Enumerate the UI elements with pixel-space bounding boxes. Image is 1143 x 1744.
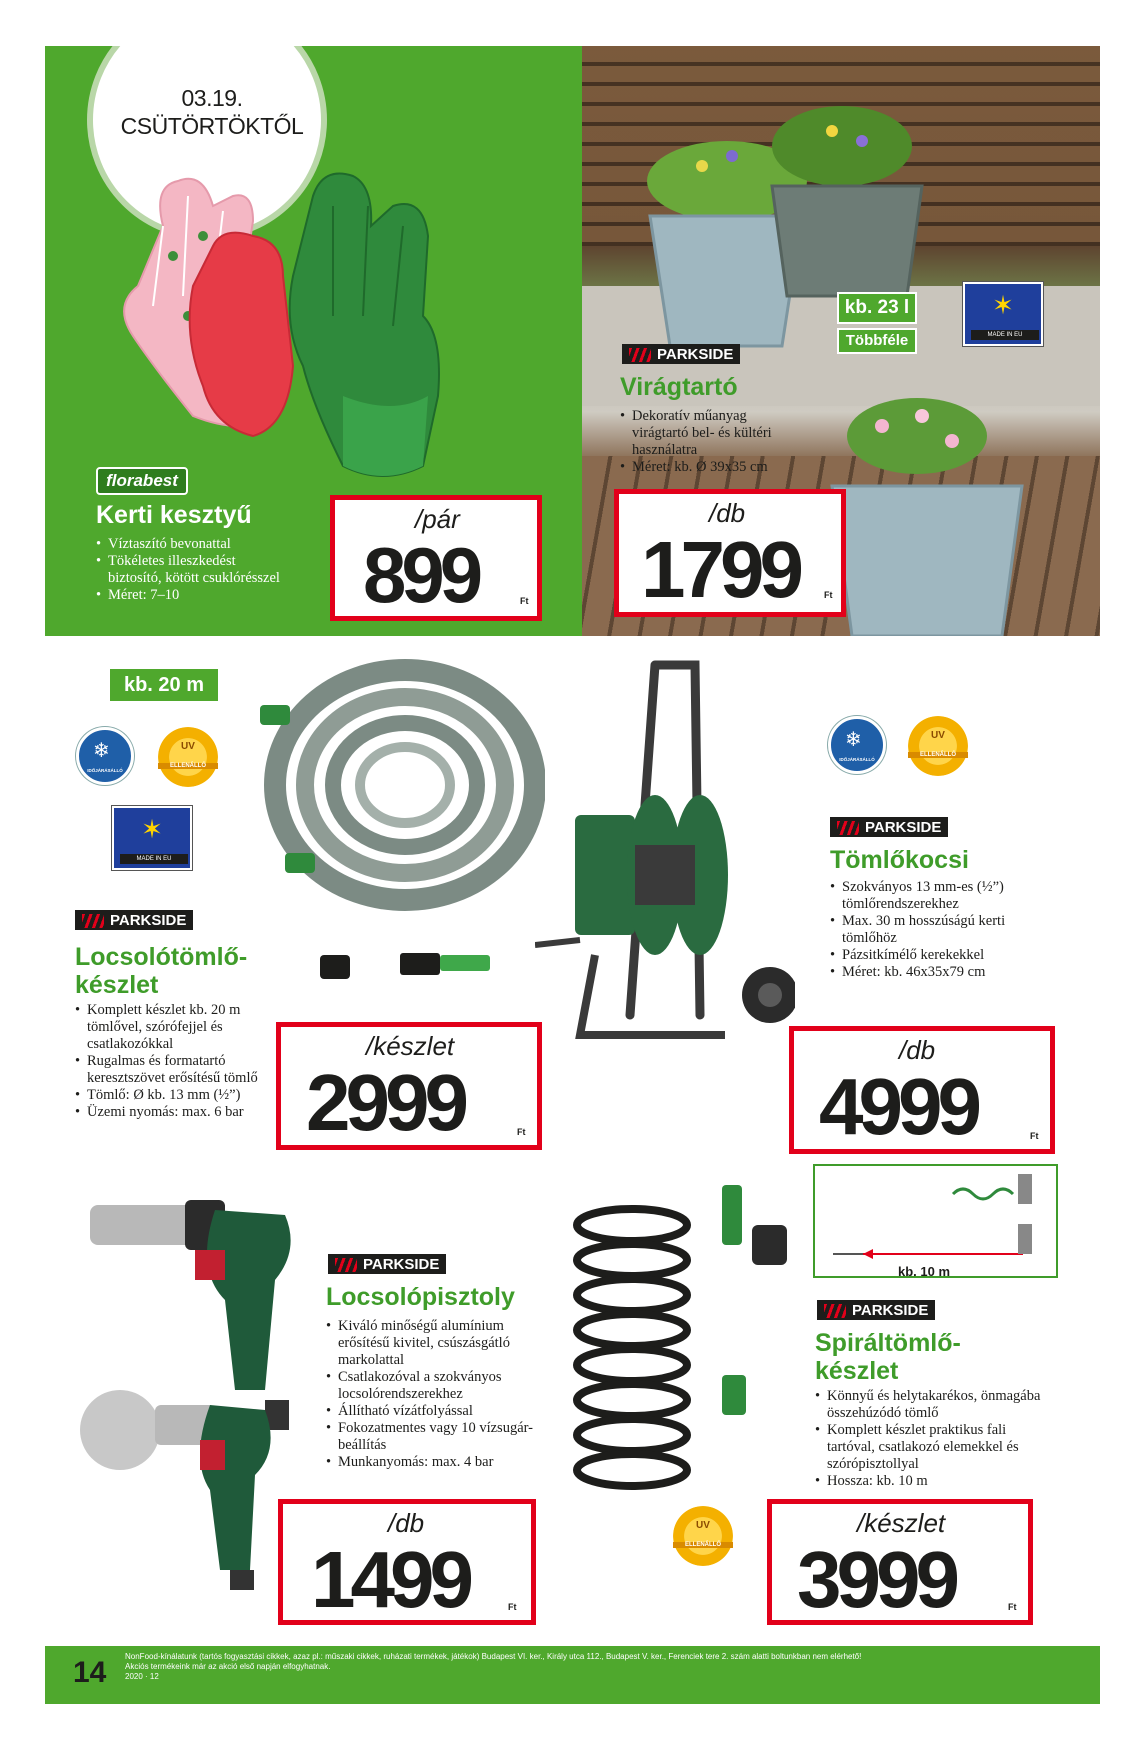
hose-cart-price-unit: /db: [899, 1035, 936, 1065]
hose-set-price-unit: /készlet: [366, 1031, 455, 1061]
planter-variety-tag: Többféle: [837, 328, 917, 354]
florabest-logo: florabest: [96, 467, 188, 495]
parkside-logo: PARKSIDE: [830, 817, 948, 837]
gloves-title: Kerti kesztyű: [96, 501, 252, 529]
uv-label: ELLENÁLLÓ: [908, 752, 968, 758]
parkside-logo: PARKSIDE: [75, 910, 193, 930]
hose-cart-price-box: [789, 1026, 1055, 1154]
hose-set-bullet: • Tömlő: Ø kb. 13 mm (½”): [75, 1087, 275, 1104]
page-footer: [45, 1646, 1100, 1704]
spray-gun-price-unit: /db: [388, 1508, 425, 1538]
made-in-eu-icon: ✶ MADE IN EU: [963, 282, 1043, 346]
disclaimer-line: 2020 · 12: [125, 1672, 159, 1681]
spiral-hose-bullets: [815, 1388, 1055, 1490]
hose-length-tag: kb. 20 m: [108, 667, 220, 703]
spray-gun-price: 1499: [311, 1535, 469, 1624]
planter-title: Virágtartó: [620, 373, 738, 401]
footer-disclaimer: [125, 1652, 1085, 1682]
gloves-price-box: [330, 495, 542, 621]
made-in-eu-icon: ✶ MADE IN EU: [112, 806, 192, 870]
planter-currency: Ft: [824, 590, 833, 600]
gloves-price: 899: [363, 531, 479, 619]
uv-resistant-icon: UV ELLENÁLLÓ: [908, 716, 968, 776]
disclaimer-line: Akciós termékeink már az akció első napján elfogyhatnak.: [125, 1662, 331, 1671]
planter-volume-tag: kb. 23 l: [837, 292, 917, 324]
hose-set-bullet: • Üzemi nyomás: max. 6 bar: [75, 1104, 275, 1121]
spray-gun-bullets: [326, 1318, 556, 1471]
hose-cart-bullets: [830, 879, 1050, 981]
spray-gun-bullet: • Állítható vízátfolyással: [326, 1403, 556, 1420]
hose-set-bullet: • Rugalmas és formatartó keresztszövet erősítésű tömlő: [75, 1053, 275, 1087]
spiral-hose-bullet: • Komplett készlet praktikus fali tartóval, csatlakozó elemekkel és szórópisztollyal: [815, 1422, 1055, 1473]
parkside-logo: PARKSIDE: [622, 344, 740, 364]
hose-cart-bullet: • Méret: kb. 46x35x79 cm: [830, 964, 1050, 981]
spiral-hose-diagram: [813, 1164, 1058, 1278]
spray-gun-bullet: • Fokozatmentes vagy 10 vízsugár-beállítás: [326, 1420, 556, 1454]
spiral-hose-price-unit: /készlet: [857, 1508, 946, 1538]
gloves-currency: Ft: [520, 596, 529, 606]
hose-cart-image: [535, 655, 795, 1075]
eu-label: MADE IN EU: [971, 330, 1039, 340]
gloves-price-unit: /pár: [415, 504, 460, 534]
hose-cart-bullet: • Pázsitkímélő kerekekkel: [830, 947, 1050, 964]
gloves-bullets: [96, 536, 286, 604]
spiral-hose-title-line2: készlet: [815, 1357, 899, 1385]
spiral-hose-title-line1: Spiráltömlő-: [815, 1329, 961, 1357]
hose-cart-title: Tömlőkocsi: [830, 846, 969, 874]
spiral-hose-image: [572, 1185, 812, 1515]
gloves-bullet: • Tökéletes illeszkedést biztosító, kötött csuklórésszel: [96, 553, 286, 587]
hose-cart-bullet: • Szokványos 13 mm-es (½”) tömlőrendszerekhez: [830, 879, 1050, 913]
spray-gun-bullet: • Munkanyomás: max. 4 bar: [326, 1454, 556, 1471]
weather-resistant-icon: ❄ IDŐJÁRÁSÁLLÓ: [828, 716, 886, 774]
parkside-logo: PARKSIDE: [328, 1254, 446, 1274]
spiral-hose-currency: Ft: [1008, 1602, 1017, 1612]
hose-set-title-line2: készlet: [75, 971, 159, 999]
planter-bullets: [620, 408, 790, 476]
hose-reel-image: [245, 655, 545, 985]
spiral-hose-price: 3999: [797, 1535, 955, 1624]
hose-set-bullet: • Komplett készlet kb. 20 m tömlővel, szórófejjel és csatlakozókkal: [75, 1002, 275, 1053]
planter-price-unit: /db: [709, 498, 746, 528]
gloves-bullet: • Víztaszító bevonattal: [96, 536, 286, 553]
hose-set-price-box: [276, 1022, 542, 1150]
weather-resistant-icon: ❄ IDŐJÁRÁSÁLLÓ: [76, 727, 134, 785]
hose-set-currency: Ft: [517, 1127, 526, 1137]
hose-set-price: 2999: [306, 1058, 464, 1147]
disclaimer-line: NonFood-kínálatunk (tartós fogyasztási cikkek, azaz pl.: műszaki cikkek, ruházati termékek, játékok) Budapest VI. ker., Király utca 112., Budapest V. ker., Ferenciek tere 2. szám alatti boltunkban nem elérhető!: [125, 1652, 862, 1661]
planter-bullet: • Méret: kb. Ø 39x35 cm: [620, 459, 790, 476]
spiral-hose-bullet: • Hossza: kb. 10 m: [815, 1473, 1055, 1490]
hose-cart-price: 4999: [819, 1062, 977, 1151]
hose-set-bullets: [75, 1002, 275, 1121]
eu-label: MADE IN EU: [120, 854, 188, 864]
hose-set-title-line1: Locsolótömlő-: [75, 943, 248, 971]
promo-weekday: CSÜTÖRTÖKTŐL: [120, 113, 304, 139]
gloves-panel: [45, 46, 582, 636]
hose-cart-currency: Ft: [1030, 1131, 1039, 1141]
page-number: 14: [73, 1656, 107, 1689]
spray-gun-price-box: [278, 1499, 536, 1625]
planter-price-box: [614, 489, 846, 617]
weather-label: IDŐJÁRÁSÁLLÓ: [839, 757, 875, 762]
weather-label: IDŐJÁRÁSÁLLÓ: [87, 768, 123, 773]
gloves-bullet: • Méret: 7–10: [96, 587, 286, 604]
spray-gun-bullet: • Kiváló minőségű alumínium erősítésű kivitel, csúszásgátló markolattal: [326, 1318, 556, 1369]
planter-panel: [582, 46, 1100, 636]
spiral-hose-price-box: [767, 1499, 1033, 1625]
uv-label: ELLENÁLLÓ: [158, 763, 218, 769]
uv-resistant-icon: UV ELLENÁLLÓ: [673, 1506, 733, 1566]
spiral-diagram-label: kb. 10 m: [898, 1264, 951, 1279]
spray-gun-currency: Ft: [508, 1602, 517, 1612]
gloves-image: [93, 166, 493, 496]
uv-resistant-icon: UV ELLENÁLLÓ: [158, 727, 218, 787]
spray-gun-title: Locsolópisztoly: [326, 1283, 515, 1311]
spiral-hose-bullet: • Könnyű és helytakarékos, önmagába összehúzódó tömlő: [815, 1388, 1055, 1422]
hose-cart-bullet: • Max. 30 m hosszúságú kerti tömlőhöz: [830, 913, 1050, 947]
uv-label: ELLENÁLLÓ: [673, 1542, 733, 1548]
parkside-logo: PARKSIDE: [817, 1300, 935, 1320]
promo-date: 03.19.: [181, 85, 243, 111]
spray-gun-bullet: • Csatlakozóval a szokványos locsolórendszerekhez: [326, 1369, 556, 1403]
planter-bullet: • Dekoratív műanyag virágtartó bel- és kültéri használatra: [620, 408, 790, 459]
planter-price: 1799: [641, 525, 799, 614]
